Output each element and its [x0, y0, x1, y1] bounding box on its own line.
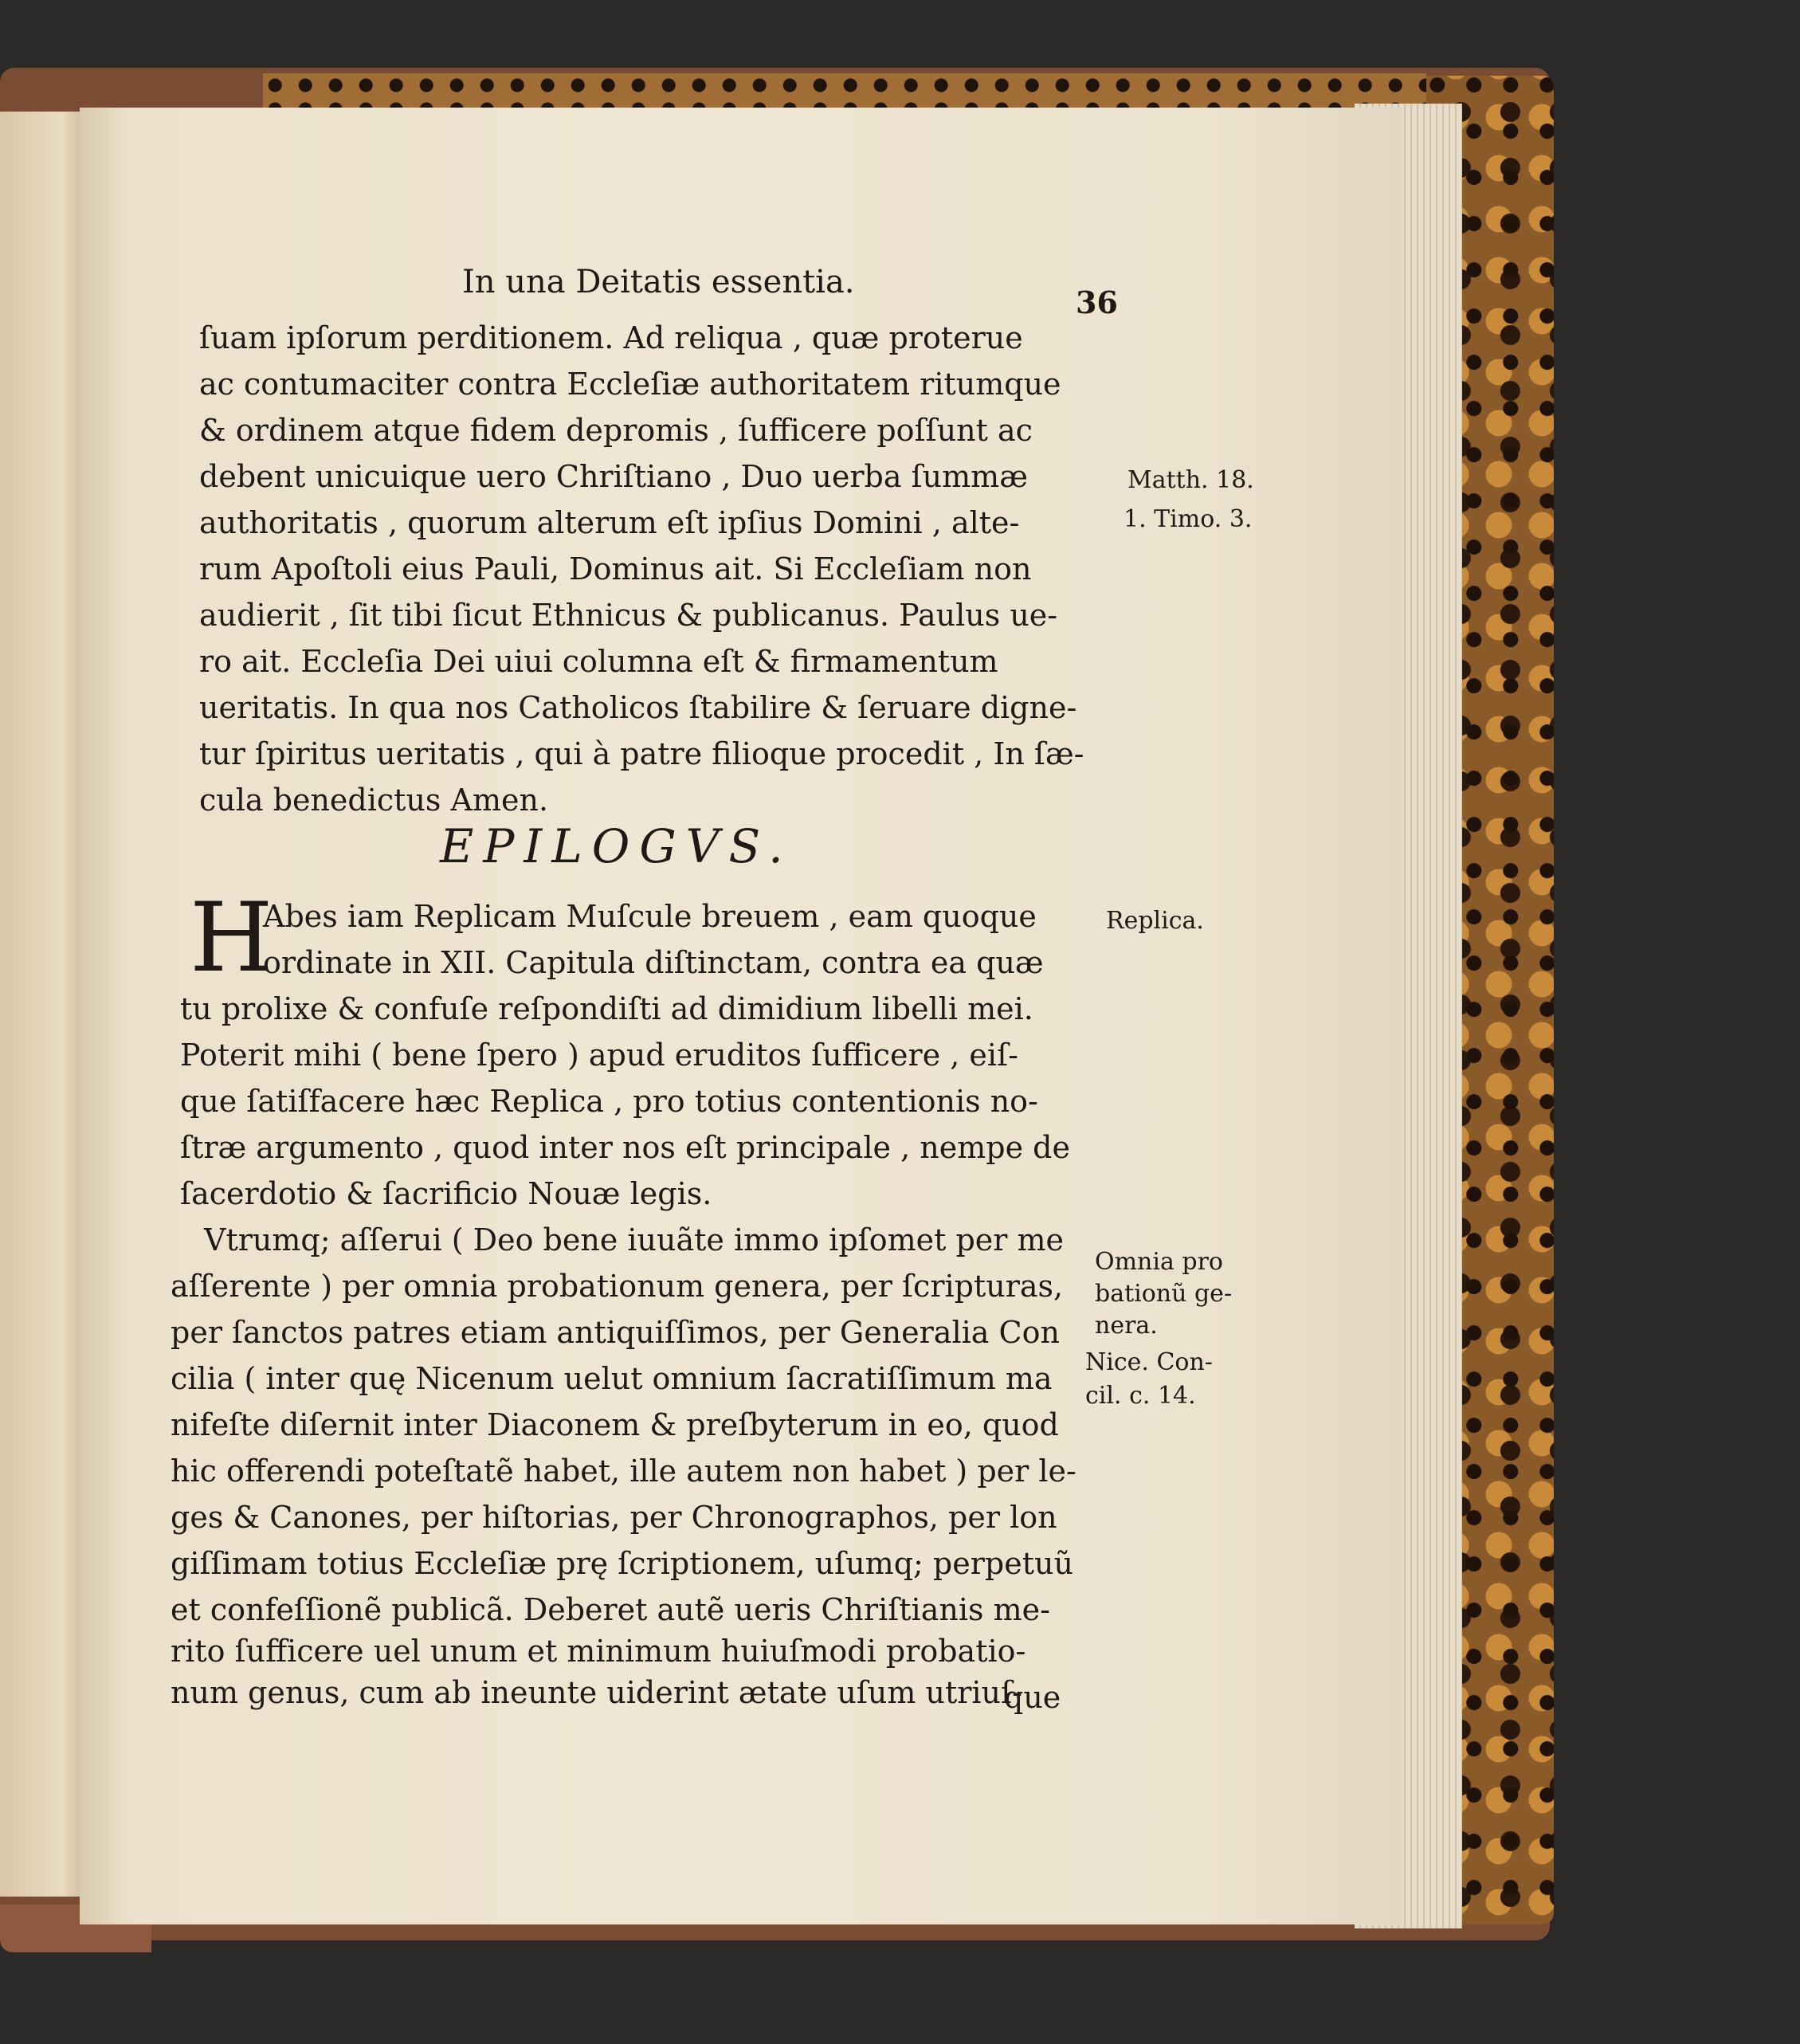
body-line: cula benedictus Amen. — [199, 783, 549, 818]
body-line: Poterit mihi ( bene ſpero ) apud eruditos ſufficere , eiſ- — [180, 1038, 1018, 1073]
body-line: Vtrumq; aſſerui ( Deo bene iuuãte immo ipſomet per me — [204, 1222, 1065, 1257]
body-line: que ſatiſfacere hæc Replica , pro totius contentionis no- — [180, 1084, 1038, 1119]
body-line: & ordinem atque fidem depromis , ſufficere poſſunt ac — [199, 413, 1033, 448]
body-line: rito ſufficere uel unum et minimum huiuſmodi probatio- — [171, 1634, 1026, 1669]
marbled-top-board — [263, 73, 1426, 110]
body-line: rum Apoſtoli eius Pauli, Dominus ait. Si Eccleſiam non — [199, 551, 1032, 587]
body-line: ſtræ argumento , quod inter nos eſt principale , nempe de — [180, 1130, 1070, 1165]
body-line: cilia ( inter quę Nicenum uelut omnium ſacratiſſimum ma — [171, 1361, 1053, 1396]
running-head: In una Deitatis essentia. — [462, 264, 855, 300]
left-page-edge — [0, 112, 88, 1897]
body-line: hic offerendi poteſtatẽ habet, ille autem non habet ) per le- — [171, 1454, 1076, 1489]
margin-note: Omnia pro — [1095, 1248, 1223, 1276]
margin-note: nera. — [1095, 1312, 1158, 1340]
body-line: debent unicuique uero Chriſtiano , Duo uerba ſummæ — [199, 459, 1028, 494]
body-line: Abes iam Replicam Muſcule breuem , eam quoque — [263, 899, 1037, 934]
margin-note: Matth. 18. — [1127, 466, 1254, 494]
body-line: nifeſte diſernit inter Diaconem & preſbyterum in eo, quod — [171, 1407, 1059, 1442]
body-line: giſſimam totius Eccleſiæ prę ſcriptionem, uſumq; perpetuũ — [171, 1546, 1073, 1581]
body-line: aſſerente ) per omnia probationum genera, per ſcripturas, — [171, 1269, 1064, 1304]
body-line: per ſanctos patres etiam antiquiſſimos, per Generalia Con — [171, 1315, 1060, 1350]
body-line: tur ſpiritus ueritatis , qui à patre filioque procedit , In ſæ- — [199, 736, 1084, 771]
body-line: ſuam ipſorum perditionem. Ad reliqua , quæ proterue — [199, 320, 1023, 355]
body-line: authoritatis , quorum alterum eſt ipſius Domini , alte- — [199, 505, 1020, 540]
body-line: ordinate in XII. Capitula diſtinctam, contra ea quæ — [263, 945, 1044, 980]
body-line: tu prolixe & confuſe reſpondiſti ad dimidium libelli mei. — [180, 991, 1033, 1026]
body-line: et confeſſionẽ publicã. Deberet autẽ ueris Chriſtianis me- — [171, 1592, 1050, 1627]
margin-note: 1. Timo. 3. — [1124, 505, 1253, 533]
page-number: 36 — [1076, 284, 1118, 320]
body-line: num genus, cum ab ineunte uiderint ætate uſum utriuſ- — [171, 1675, 1022, 1710]
drop-cap: H — [190, 883, 273, 994]
margin-note: Replica. — [1106, 907, 1204, 935]
margin-note: cil. c. 14. — [1085, 1382, 1196, 1410]
body-line: ſacerdotio & ſacrificio Nouæ legis. — [180, 1176, 712, 1211]
margin-note: bationũ ge- — [1095, 1280, 1233, 1308]
body-line: ges & Canones, per hiſtorias, per Chronographos, per lon — [171, 1500, 1057, 1535]
body-line: audierit , ſit tibi ſicut Ethnicus & publicanus. Paulus ue- — [199, 598, 1058, 633]
body-line: ac contumaciter contra Eccleſiæ authoritatem ritumque — [199, 367, 1061, 402]
body-line: ro ait. Eccleſia Dei uiui columna eſt & firmamentum — [199, 644, 998, 679]
margin-note: Nice. Con- — [1085, 1348, 1213, 1376]
body-line: ueritatis. In qua nos Catholicos ſtabilire & ſeruare digne- — [199, 690, 1077, 725]
section-heading: EPILOGVS. — [440, 819, 793, 873]
catchword: que — [1004, 1680, 1061, 1715]
